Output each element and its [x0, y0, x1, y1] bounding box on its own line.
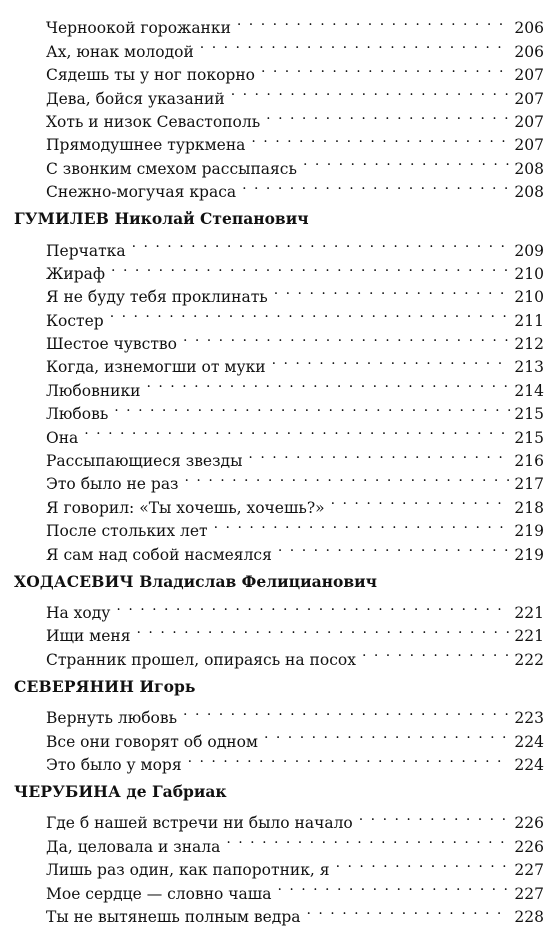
entry-title: Жираф: [46, 264, 106, 283]
entry-page-number: 227: [514, 861, 544, 880]
dot-leader: [262, 723, 510, 746]
author-heading: [14, 780, 544, 804]
dot-leader: [334, 852, 511, 875]
toc-entry: [14, 700, 544, 728]
dot-leader: [270, 349, 511, 372]
entry-title: Хоть и низок Севастополь: [46, 112, 261, 131]
dot-leader: [212, 513, 511, 536]
dot-leader: [114, 595, 510, 618]
entry-title: С звонким смехом рассыпаясь: [46, 159, 297, 178]
entry-page-number: 215: [514, 405, 544, 424]
entry-title: Черноокой горожанки: [46, 19, 231, 38]
entry-page-number: 206: [514, 42, 544, 61]
entry-page-number: 228: [514, 907, 544, 926]
entry-title: Ах, юнак молодой: [46, 42, 194, 61]
author-given-name: Владислав Фелицианович: [139, 571, 377, 591]
entry-title: Шестое чувство: [46, 335, 177, 354]
dot-leader: [360, 641, 510, 664]
entry-page-number: 206: [514, 19, 544, 38]
dot-leader: [181, 700, 510, 723]
dot-leader: [183, 466, 511, 489]
entry-title: Любовники: [46, 381, 141, 400]
dot-leader: [240, 174, 510, 197]
entry-page-number: 224: [514, 732, 544, 751]
entry-title: Лишь раз один, как папоротник, я: [46, 861, 330, 880]
entry-title: Сядешь ты у ног покорно: [46, 66, 255, 85]
entry-title: Ищи меня: [46, 627, 131, 646]
entry-page-number: 214: [514, 381, 544, 400]
entry-title: Вернуть любовь: [46, 709, 178, 728]
dot-leader: [246, 443, 510, 466]
toc-entry: [14, 805, 544, 833]
entry-page-number: 218: [514, 498, 544, 517]
dot-leader: [329, 489, 511, 512]
entry-page-number: 216: [514, 452, 544, 471]
dot-leader: [82, 419, 510, 442]
dot-leader: [305, 899, 511, 922]
entry-page-number: 226: [514, 814, 544, 833]
entry-page-number: 224: [514, 755, 544, 774]
entry-page-number: 227: [514, 884, 544, 903]
entry-title: Я не буду тебя проклинать: [46, 288, 268, 307]
entry-page-number: 221: [514, 627, 544, 646]
entry-title: После стольких лет: [46, 522, 208, 541]
entry-title: Прямодушнее туркмена: [46, 136, 246, 155]
dot-leader: [108, 302, 511, 325]
entry-title: Перчатка: [46, 241, 126, 260]
entry-title: Она: [46, 428, 79, 447]
entry-page-number: 207: [514, 112, 544, 131]
dot-leader: [112, 396, 510, 419]
entry-page-number: 207: [514, 66, 544, 85]
entry-page-number: 207: [514, 136, 544, 155]
author-heading: [14, 675, 544, 699]
entry-page-number: 215: [514, 428, 544, 447]
toc-section: [14, 675, 544, 774]
author-given-name: де Габриак: [126, 781, 227, 801]
dot-leader: [224, 828, 510, 851]
author-surname: СЕВЕРЯНИН: [14, 676, 135, 696]
entry-title: Мое сердце — словно чаша: [46, 884, 272, 903]
entry-page-number: 208: [514, 159, 544, 178]
entry-page-number: 212: [514, 335, 544, 354]
dot-leader: [181, 326, 510, 349]
entry-page-number: 210: [514, 264, 544, 283]
toc-section: [14, 570, 544, 669]
entry-title: Любовь: [46, 405, 109, 424]
author-surname: ГУМИЛЕВ: [14, 209, 110, 229]
entry-title: Это было не раз: [46, 475, 179, 494]
toc-section: [14, 10, 544, 202]
dot-leader: [264, 104, 510, 127]
entry-title: Странник прошел, опираясь на посох: [46, 650, 356, 669]
entry-page-number: 207: [514, 89, 544, 108]
toc-entry: [14, 232, 544, 260]
entry-title: Костер: [46, 311, 104, 330]
entry-title: Снежно-могучая краса: [46, 183, 237, 202]
entry-title: Я говорил: «Ты хочешь, хочешь?»: [46, 498, 325, 517]
entry-page-number: 219: [514, 522, 544, 541]
author-heading: [14, 207, 544, 231]
author-surname: ЧЕРУБИНА: [14, 781, 121, 801]
dot-leader: [235, 10, 511, 33]
entry-page-number: 208: [514, 183, 544, 202]
toc-entry: [14, 10, 544, 38]
author-surname: ХОДАСЕВИЧ: [14, 571, 134, 591]
entry-title: Ты не вытянешь полным ведра: [46, 907, 301, 926]
entry-page-number: 217: [514, 475, 544, 494]
entry-page-number: 219: [514, 545, 544, 564]
author-given-name: Николай Степанович: [114, 209, 309, 229]
entry-title: Это было у моря: [46, 755, 182, 774]
toc-entry: [14, 595, 544, 622]
dot-leader: [229, 80, 511, 103]
entry-title: Рассыпающиеся звезды: [46, 452, 243, 471]
dot-leader: [275, 875, 510, 898]
entry-title: Все они говорят об одном: [46, 732, 258, 751]
entry-title: Когда, изнемогши от муки: [46, 358, 266, 377]
entry-page-number: 223: [514, 709, 544, 728]
dot-leader: [109, 256, 510, 279]
author-heading: [14, 570, 544, 594]
dot-leader: [276, 536, 511, 559]
entry-page-number: 209: [514, 241, 544, 260]
toc-section: [14, 780, 544, 926]
toc-section: [14, 207, 544, 564]
entry-page-number: 221: [514, 603, 544, 622]
dot-leader: [301, 150, 510, 173]
entry-page-number: 213: [514, 358, 544, 377]
dot-leader: [249, 127, 510, 150]
entry-page-number: 211: [514, 311, 544, 330]
entry-title: На ходу: [46, 603, 111, 622]
dot-leader: [259, 57, 510, 80]
toc-entry: [14, 419, 544, 447]
author-given-name: Игорь: [139, 676, 196, 696]
entry-title: Да, целовала и знала: [46, 837, 221, 856]
dot-leader: [186, 747, 511, 770]
dot-leader: [357, 805, 511, 828]
toc-entry: [14, 443, 544, 471]
dot-leader: [130, 232, 511, 255]
entry-page-number: 222: [514, 650, 544, 669]
dot-leader: [198, 33, 511, 56]
entry-title: Где б нашей встречи ни было начало: [46, 814, 353, 833]
dot-leader: [135, 618, 511, 641]
dot-leader: [145, 372, 511, 395]
entry-page-number: 210: [514, 288, 544, 307]
dot-leader: [272, 279, 511, 302]
entry-title: Я сам над собой насмеялся: [46, 545, 272, 564]
entry-title: Дева, бойся указаний: [46, 89, 225, 108]
entry-page-number: 226: [514, 837, 544, 856]
